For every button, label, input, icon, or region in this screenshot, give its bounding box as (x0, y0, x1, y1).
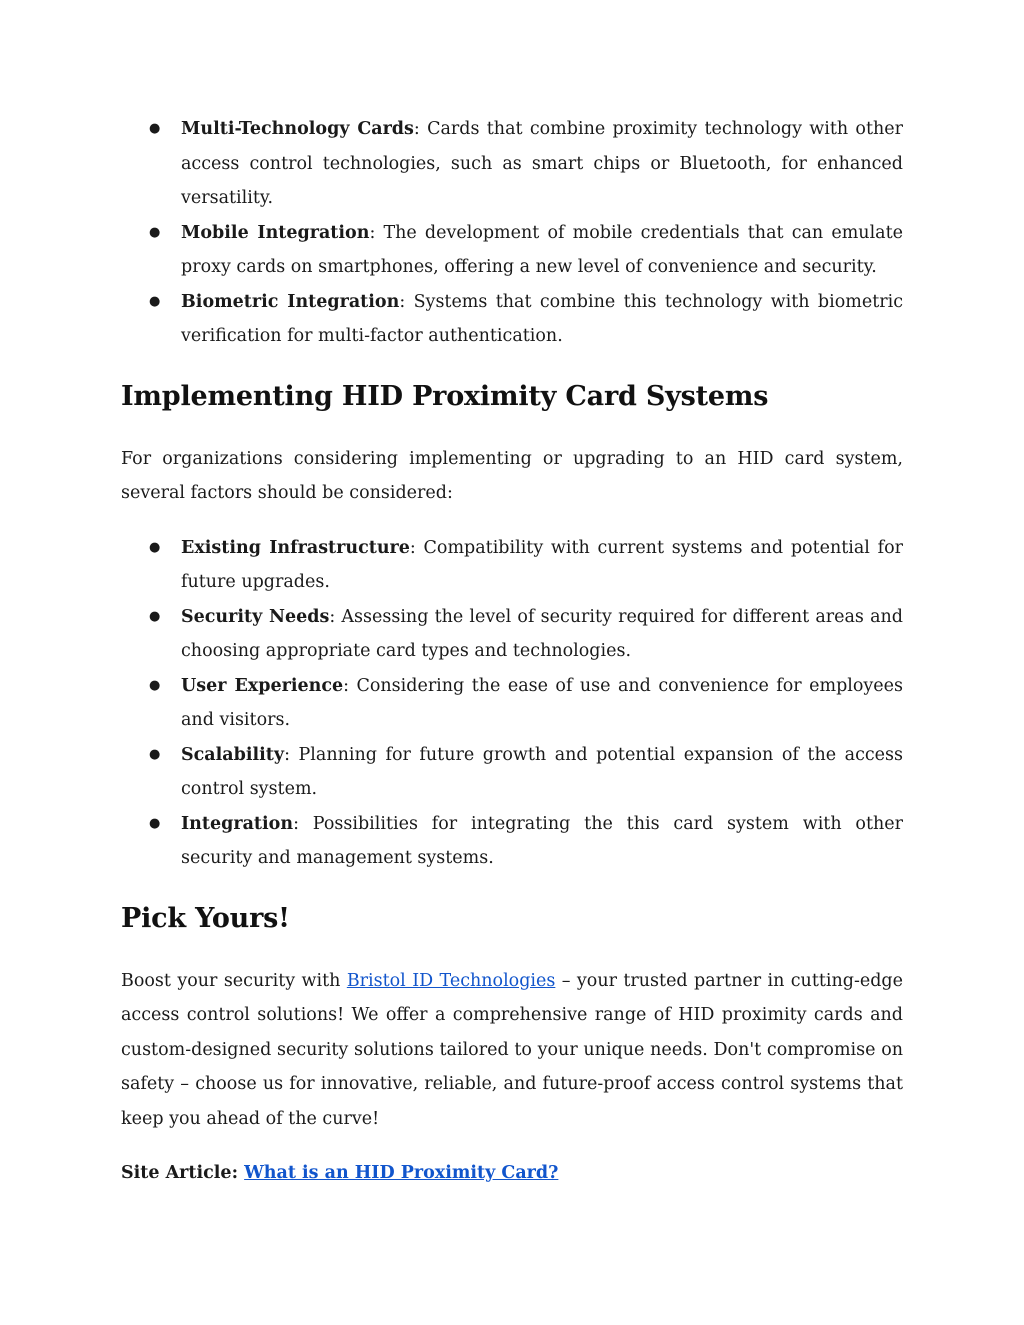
list-item (121, 738, 903, 807)
list-item-term: User Experience (181, 675, 344, 696)
bullet-icon: ● (149, 815, 161, 831)
bullet-icon: ● (149, 293, 161, 309)
list-item (121, 600, 903, 669)
promo-text-after: – your trusted partner in cutting-edge access control solutions! We offer a comprehensive range of HID proximity cards and custom-designed security solutions tailored to your unique needs. Don't compromise on safety – choose us for innovative, reliable, and future-proof access control systems that keep you ahead of the curve! (121, 970, 903, 1129)
bullet-list-factors (121, 531, 903, 876)
list-item-term: Existing Infrastructure (181, 537, 410, 558)
site-article-link[interactable]: What is an HID Proximity Card? (244, 1163, 559, 1183)
list-item-desc: : Planning for future growth and potential expansion of the access control system. (181, 744, 903, 799)
list-item-term: Scalability (181, 744, 285, 765)
list-item-desc: : Cards that combine proximity technology with other access control technologies, such as smart chips or Bluetooth, for enhanced versatility. (181, 119, 903, 208)
list-item-desc: : Possibilities for integrating the this card system with other security and management systems. (181, 813, 903, 868)
bullet-icon: ● (149, 539, 161, 555)
list-item (121, 807, 903, 876)
list-item-desc: : Assessing the level of security required for different areas and choosing appropriate card types and technologies. (181, 606, 904, 661)
section-heading-pick-yours: Pick Yours! (121, 902, 290, 934)
promo-paragraph (121, 964, 903, 1137)
list-item-desc: : Systems that combine this technology with biometric verification for multi-factor authentication. (181, 291, 903, 346)
bullet-list-technologies (121, 112, 903, 354)
list-item-term: Multi-Technology Cards (181, 119, 414, 139)
list-item (121, 285, 903, 354)
intro-paragraph: For organizations considering implementing or upgrading to an HID card system, several factors should be considered: (121, 448, 903, 503)
bullet-icon: ● (149, 121, 161, 136)
list-item (121, 112, 903, 216)
list-item-term: Biometric Integration (181, 291, 400, 312)
document-page (121, 112, 903, 1208)
list-item-term: Security Needs (181, 606, 330, 627)
list-item-desc: : Compatibility with current systems and potential for future upgrades. (181, 537, 904, 592)
list-item (121, 669, 903, 738)
site-article-line (121, 1156, 903, 1191)
list-item-desc: : Considering the ease of use and convenience for employees and visitors. (181, 675, 904, 730)
list-item-desc: : The development of mobile credentials that can emulate proxy cards on smartphones, offering a new level of convenience and security. (181, 222, 903, 277)
bullet-icon: ● (149, 677, 161, 693)
bullet-icon: ● (149, 608, 161, 624)
bullet-icon: ● (149, 746, 161, 762)
bristol-id-link[interactable]: Bristol ID Technologies (346, 970, 556, 991)
list-item-term: Mobile Integration (181, 222, 370, 243)
section-heading-implementing: Implementing HID Proximity Card Systems (121, 380, 769, 412)
list-item (121, 531, 903, 600)
promo-text-before: Boost your security with (121, 970, 347, 991)
site-article-label: Site Article: (121, 1163, 245, 1183)
list-item (121, 216, 903, 285)
bullet-icon: ● (149, 224, 161, 240)
list-item-term: Integration (181, 813, 294, 834)
